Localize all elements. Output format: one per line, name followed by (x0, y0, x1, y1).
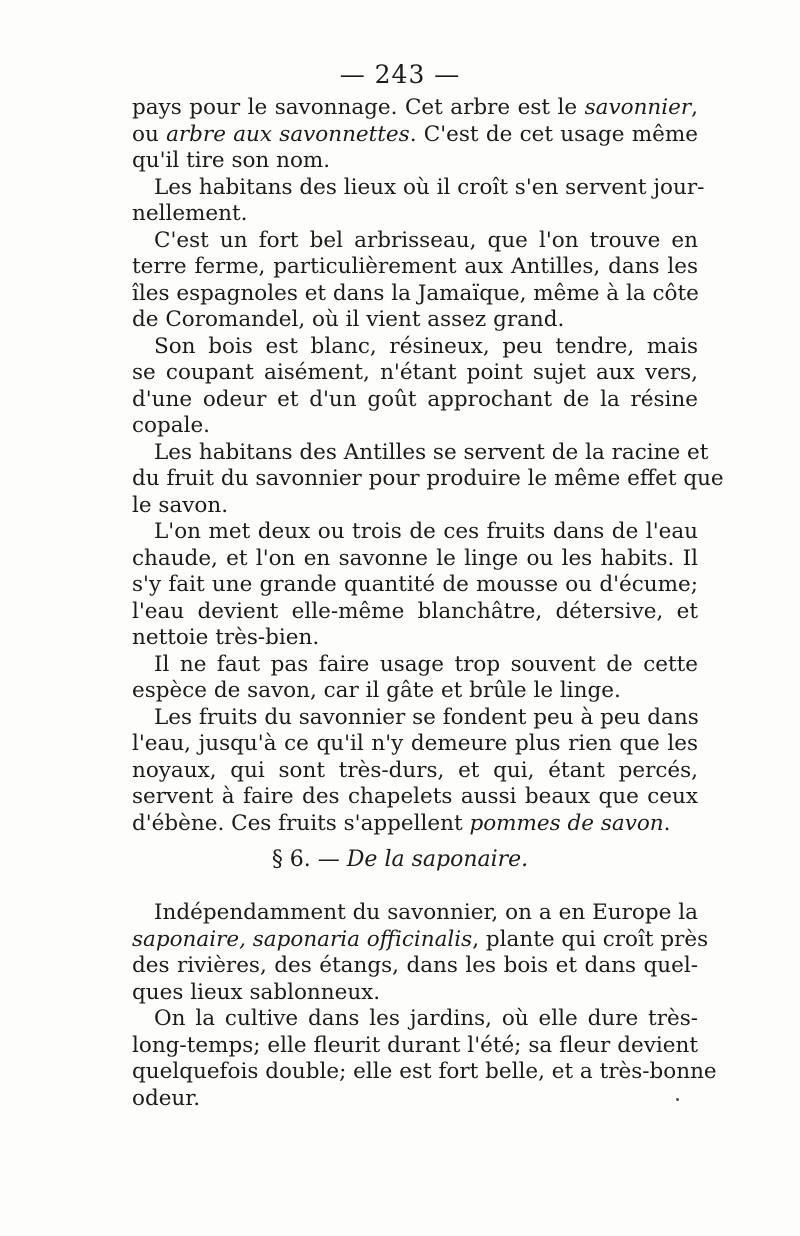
text-line: nettoie très-bien. (132, 625, 320, 650)
text-line: qu'il tire son nom. (132, 148, 331, 173)
text-line: Les fruits du savonnier se fondent peu à peu dans (154, 704, 699, 730)
text-line: ques lieux sablonneux. (132, 979, 381, 1005)
ink-speck (676, 1098, 679, 1101)
text-line: l'eau, jusqu'à ce qu'il n'y demeure plus rien que les (132, 731, 698, 756)
text-line: l'eau devient elle-même blanchâtre, détersive, et (132, 598, 698, 624)
text-line: d'une odeur et d'un goût approchant de la résine (132, 386, 698, 412)
text-line: des rivières, des étangs, dans les bois et dans quel- (132, 953, 698, 978)
text-line: Les habitans des lieux où il croît s'en servent jour- (154, 174, 705, 200)
text-line: se coupant aisément, n'étant point sujet aux vers, (132, 360, 698, 385)
text-block-saponaire (132, 900, 717, 1112)
text-line: C'est un fort bel arbrisseau, que l'on trouve en (154, 227, 698, 253)
text-line: Il ne faut pas faire usage trop souvent de cette (154, 651, 698, 677)
text-line: copale. (132, 413, 211, 438)
section-title-text: De la saponaire. (346, 847, 529, 872)
text-line: de Coromandel, où il vient assez grand. (132, 307, 565, 332)
text-line: le savon. (132, 492, 229, 518)
text-line: îles espagnoles et dans la Jamaïque, même à la côte (132, 280, 699, 306)
text-line: chaude, et l'on en savonne le linge ou les habits. Il (132, 545, 698, 571)
text-line: Indépendamment du savonnier, on a en Europe la (154, 900, 698, 925)
text-line: Son bois est blanc, résineux, peu tendre, mais (154, 333, 698, 359)
text-line: d'ébène. Ces fruits s'appellent pommes de savon. (132, 810, 671, 836)
page-number: — 243 — (339, 60, 461, 89)
section-heading (0, 847, 800, 872)
text-line: noyaux, qui sont très-durs, et qui, étant percés, (132, 757, 698, 783)
section-number: § 6. — (271, 847, 340, 872)
text-line: espèce de savon, car il gâte et brûle le linge. (132, 678, 621, 703)
text-line: quelquefois double; elle est fort belle, et a très-bonne (132, 1059, 717, 1084)
text-line: On la cultive dans les jardins, où elle dure très- (154, 1006, 698, 1031)
text-line: s'y fait une grande quantité de mousse ou d'écume; (132, 572, 698, 597)
text-line: Les habitans des Antilles se servent de la racine et (154, 439, 709, 465)
text-line: saponaire, saponaria officinalis, plante qui croît près (132, 926, 709, 952)
text-line: ou arbre aux savonnettes. C'est de cet usage même (132, 121, 698, 147)
text-line: long-temps; elle fleurit durant l'été; sa fleur devient (132, 1032, 698, 1058)
text-line: servent à faire des chapelets aussi beaux que ceux (132, 784, 698, 809)
text-line: du fruit du savonnier pour produire le même effet que (132, 466, 724, 491)
text-block-savonnier (132, 95, 724, 837)
text-line: nellement. (132, 201, 248, 226)
text-line: odeur. (132, 1085, 201, 1111)
text-line: pays pour le savonnage. Cet arbre est le savonnier, (132, 95, 698, 120)
text-line: L'on met deux ou trois de ces fruits dans de l'eau (154, 519, 698, 544)
text-line: terre ferme, particulièrement aux Antilles, dans les (132, 254, 698, 279)
